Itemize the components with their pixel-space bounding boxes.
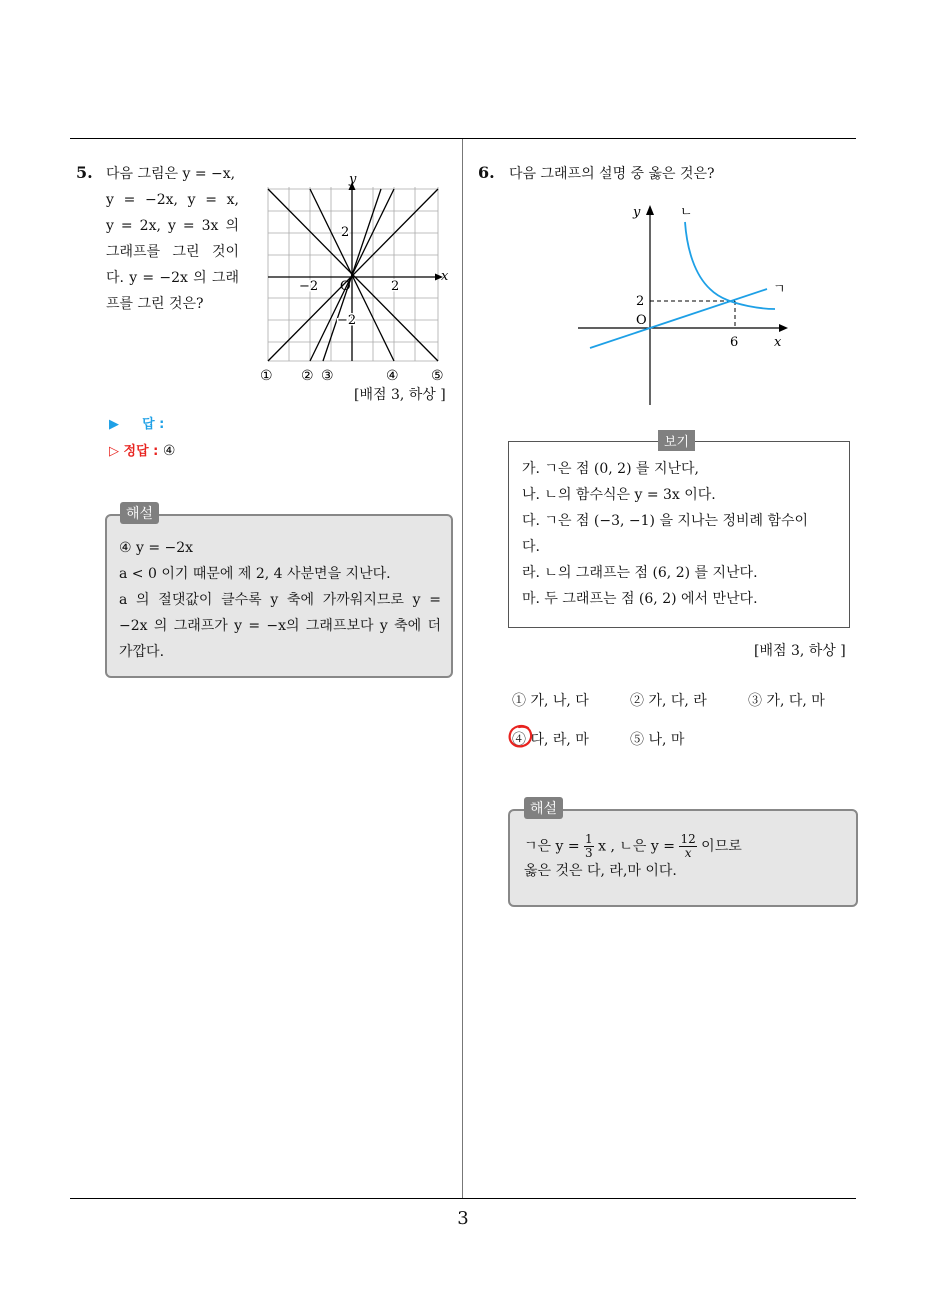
q5-solution-line: a 의 절댓값이 클수록 y 축에 가까워지므로 y =: [119, 592, 441, 608]
q6-question: [509, 161, 715, 187]
q5-score: [배점 3, 하상 ]: [354, 387, 446, 403]
q6-x-arrow: [779, 324, 788, 332]
outline-play-icon: ▷: [109, 444, 119, 459]
q6-solution-tag: 해설: [524, 797, 563, 819]
bogi-line: 라. ㄴ의 그래프는 점 (6, 2) 를 지난다.: [522, 565, 758, 581]
q6-solution-line2: 옳은 것은 다, 라,마 이다.: [524, 863, 677, 879]
q5-line: y = 2x, y = 3x 의: [106, 218, 239, 234]
q5-line: 프를 그린 것은?: [106, 296, 204, 312]
q5-marker: ①: [260, 368, 273, 384]
q5-solution-tag: 해설: [120, 502, 159, 524]
q6-tick-x-label: 6: [730, 335, 739, 350]
q5-solution-line: ④ y = −2x: [119, 540, 194, 556]
q6-line-g: [590, 289, 767, 348]
q6-graph: [570, 195, 800, 410]
q6-solution-line1: [524, 833, 846, 860]
q5-line: y = −2x, y = x,: [106, 192, 239, 208]
q5-tick-label: −2: [299, 279, 319, 294]
choice-4[interactable]: ④ 다, 라, 마: [512, 732, 589, 748]
q6-frac-den: x: [684, 846, 692, 860]
q6-line-label: ㄱ: [773, 282, 786, 297]
correct-value: ④: [162, 443, 176, 459]
q6-bogi-tag: 보기: [658, 430, 695, 451]
q6-fraction: [679, 833, 696, 860]
q6-tick-y-label: 2: [636, 294, 645, 309]
selected-circle-icon: [506, 723, 536, 751]
q6-number: 6.: [478, 163, 495, 182]
q5-marker: ②: [301, 368, 314, 384]
q6-frac-den: 3: [585, 846, 593, 860]
bogi-line: 다.: [522, 539, 540, 555]
q5-solution-line: −2x 의 그래프가 y = −x의 그래프보다 y 축에 더: [119, 618, 441, 634]
q5-number: 5.: [76, 163, 93, 182]
correct-label: 정답 :: [123, 444, 159, 459]
q5-correct-row: [109, 440, 175, 459]
choice-5[interactable]: ⑤ 나, 마: [630, 732, 685, 748]
q6-frac-num: 12: [680, 832, 696, 846]
bogi-line: 마. 두 그래프는 점 (6, 2) 에서 만난다.: [522, 591, 758, 607]
q6-solution-part: x , ㄴ은 y =: [598, 838, 675, 855]
q6-solution-part: ㄱ은 y =: [524, 838, 580, 855]
q6-axis-label-x: x: [774, 335, 782, 350]
q6-curve-n: [685, 222, 775, 309]
q5-axis-label-x: x: [441, 269, 449, 284]
q5-axis-label-y: y: [349, 172, 357, 187]
q5-solution-line: a < 0 이기 때문에 제 2, 4 사분면을 지난다.: [119, 566, 391, 582]
q5-marker: ⑤: [431, 368, 444, 384]
q6-solution-box: [508, 809, 858, 907]
q5-tick-label: 2: [341, 225, 350, 240]
q5-tick-label: 2: [391, 279, 400, 294]
q6-fraction: [584, 833, 594, 860]
q5-tick-label: −2: [337, 313, 357, 328]
choice-2[interactable]: ② 가, 다, 라: [630, 693, 707, 709]
page-number: 3: [457, 1208, 469, 1229]
bogi-line: 다. ㄱ은 점 (−3, −1) 을 지나는 정비례 함수이: [522, 513, 809, 529]
q5-lines: [268, 189, 438, 361]
column-divider: [462, 139, 463, 1198]
top-rule: [70, 138, 856, 139]
q6-question-text: 다음 그래프의 설명 중 옳은 것은?: [509, 166, 715, 182]
play-icon: ▶: [109, 417, 119, 432]
q6-bogi-box: [508, 441, 850, 628]
q6-frac-num: 1: [585, 832, 593, 846]
q6-origin-label: O: [636, 313, 647, 328]
q5-text: [106, 161, 239, 317]
q5-graph: [255, 170, 460, 385]
q5-marker: ③: [321, 368, 334, 384]
q5-answer-row: [109, 413, 164, 432]
q5-solution-line: 가깝다.: [119, 644, 165, 660]
q6-axis-label-y: y: [633, 205, 641, 220]
q6-solution-part: 이므로: [701, 838, 742, 855]
q5-line: 다음 그림은 y = −x,: [106, 166, 236, 182]
q5-solution-box: [105, 514, 453, 678]
q6-score: [배점 3, 하상 ]: [754, 643, 846, 659]
q5-line: 그래프를 그린 것이: [106, 244, 239, 260]
bottom-rule: [70, 1198, 856, 1199]
q5-line: 다. y = −2x 의 그래: [106, 270, 239, 286]
q6-curve-label: ㄴ: [680, 205, 693, 220]
bogi-line: 나. ㄴ의 함수식은 y = 3x 이다.: [522, 487, 716, 503]
q5-tick-label: O: [340, 279, 351, 294]
q6-y-arrow: [646, 205, 654, 215]
q5-marker: ④: [386, 368, 399, 384]
choice-1[interactable]: ① 가, 나, 다: [512, 693, 589, 709]
answer-label: 답 :: [142, 417, 165, 432]
bogi-line: 가. ㄱ은 점 (0, 2) 를 지난다,: [522, 461, 699, 477]
choice-3[interactable]: ③ 가, 다, 마: [748, 693, 825, 709]
